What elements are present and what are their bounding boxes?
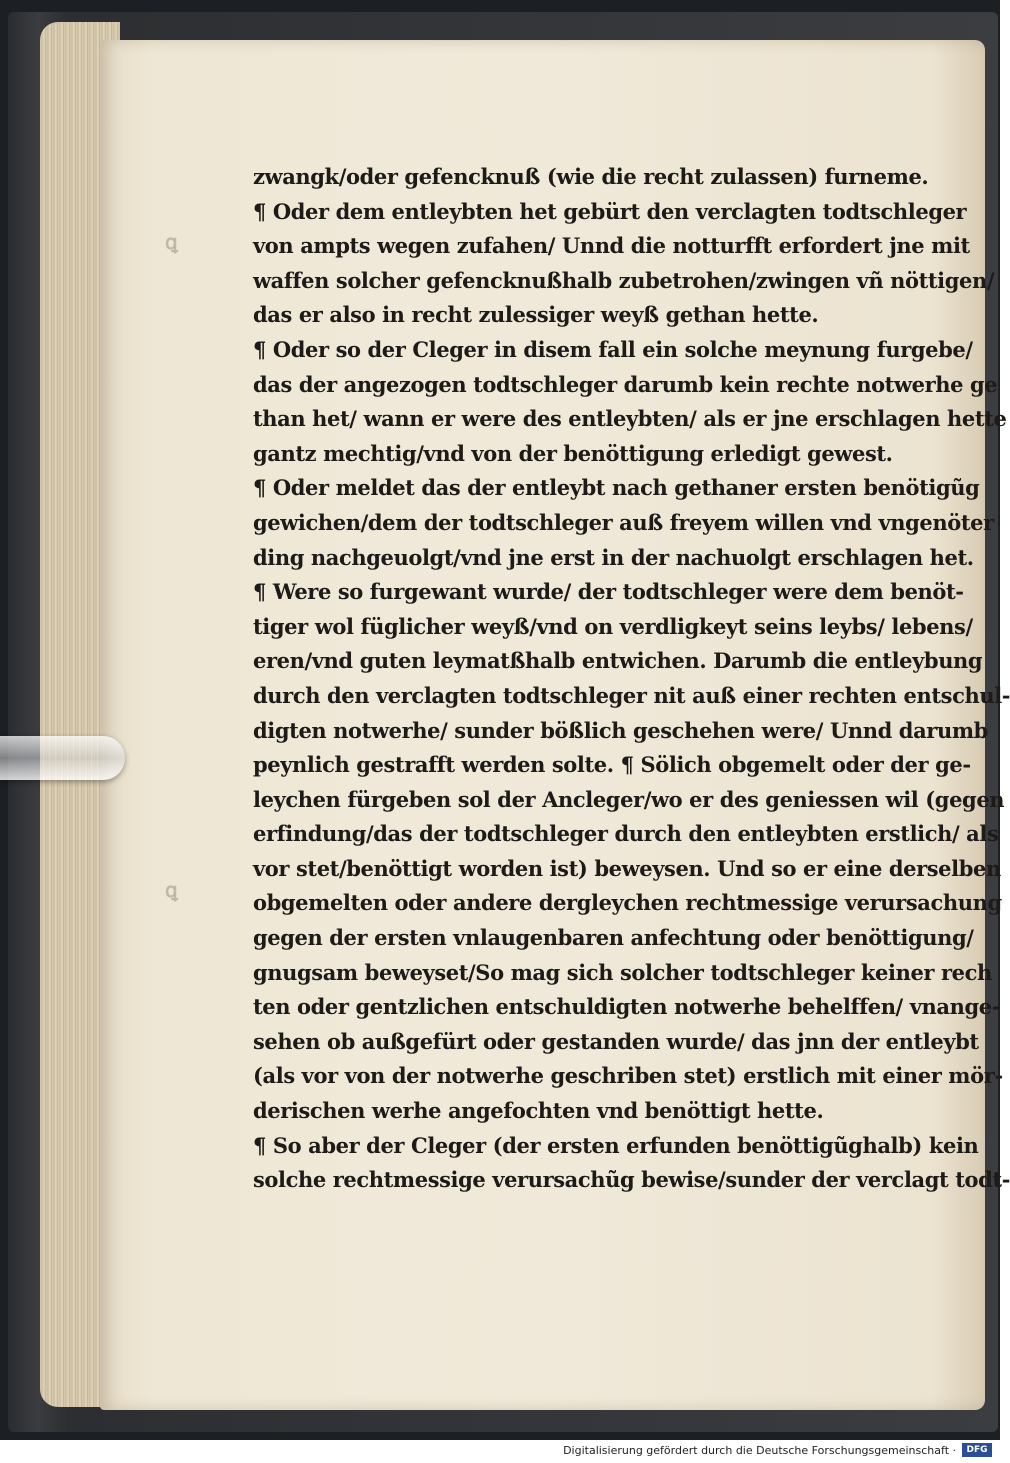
text-line: das er also in recht zulessiger weyß gethan hette. [253, 302, 819, 328]
text-line: ¶ Were so furgewant wurde/ der todtschleger were dem benöt- [253, 579, 964, 605]
text-line: than het/ wann er were des entleybten/ als er jne erschlagen hette [253, 406, 1007, 432]
text-line: leychen fürgeben sol der Ancleger/wo er des geniessen wil (gegen [253, 786, 1005, 812]
text-line: (als vor von der notwerhe geschriben stet) erstlich mit einer mör- [253, 1063, 1003, 1089]
text-line: derischen werhe angefochten vnd benöttigt hette. [253, 1098, 824, 1124]
footer-bar [0, 1440, 1000, 1463]
bleed-through-marking: ꝗ [165, 878, 178, 902]
page-text-block [253, 160, 1010, 1198]
text-line: zwangk/oder gefencknuß (wie die recht zulassen) furneme. [253, 164, 929, 189]
text-line: ¶ Oder meldet das der entleybt nach gethaner ersten benötigũg [253, 475, 980, 501]
text-line: waffen solcher gefencknußhalb zubetrohen/zwingen vñ nöttigen/ [253, 267, 995, 293]
text-line: ten oder gentzlichen entschuldigten notwerhe behelffen/ vnange- [253, 994, 1001, 1020]
text-line: obgemelten oder andere dergleychen rechtmessige verursachung [253, 890, 1002, 916]
text-line: vor stet/benöttigt worden ist) beweysen. Und so er eine derselben [253, 855, 1001, 881]
text-line: sehen ob außgefürt oder gestanden wurde/ das jnn der entleybt [253, 1028, 979, 1054]
text-line: das der angezogen todtschleger darumb kein rechte notwerhe ge [253, 371, 998, 397]
text-line: gnugsam beweyset/So mag sich solcher todtschleger keiner rech [253, 959, 992, 985]
text-line: ding nachgeuolgt/vnd jne erst in der nachuolgt erschlagen het. [253, 544, 974, 570]
text-line: digten notwerhe/ sunder bößlich geschehen were/ Unnd darumb [253, 717, 988, 743]
text-line: erfindung/das der todtschleger durch den entleybten erstlich/ als [253, 821, 999, 847]
text-line: ¶ So aber der Cleger (der ersten erfunden benöttigũghalb) kein [253, 1132, 979, 1158]
text-line: tiger wol füglicher weyß/vnd on verdligkeyt seins leybs/ lebens/ [253, 613, 973, 639]
text-line: gantz mechtig/vnd von der benöttigung erledigt gewest. [253, 440, 893, 466]
text-line: von ampts wegen zufahen/ Unnd die notturfft erfordert jne mit [253, 233, 970, 259]
text-line: ¶ Oder dem entleybten het gebürt den verclagten todtschleger [253, 198, 967, 224]
footer-credit: Digitalisierung gefördert durch die Deutsche Forschungsgemeinschaft · [563, 1444, 956, 1457]
text-line: solche rechtmessige verursachũg bewise/sunder der verclagt todt- [253, 1167, 1010, 1193]
dfg-logo-icon: DFG [962, 1443, 992, 1457]
text-line: ¶ Oder so der Cleger in disem fall ein solche meynung furgebe/ [253, 336, 973, 362]
text-line: gewichen/dem der todtschleger auß freyem willen vnd vngenöter [253, 509, 994, 535]
text-line: peynlich gestrafft werden solte. ¶ Sölich obgemelt oder der ge- [253, 752, 971, 778]
text-line: eren/vnd guten leymatßhalb entwichen. Darumb die entleybung [253, 648, 983, 674]
bleed-through-marking: ꝗ [165, 230, 178, 254]
text-line: gegen der ersten vnlaugenbaren anfechtung oder benöttigung/ [253, 925, 974, 951]
text-line: durch den verclagten todtschleger nit auß einer rechten entschul- [253, 682, 1010, 708]
glass-page-weight [0, 736, 125, 780]
